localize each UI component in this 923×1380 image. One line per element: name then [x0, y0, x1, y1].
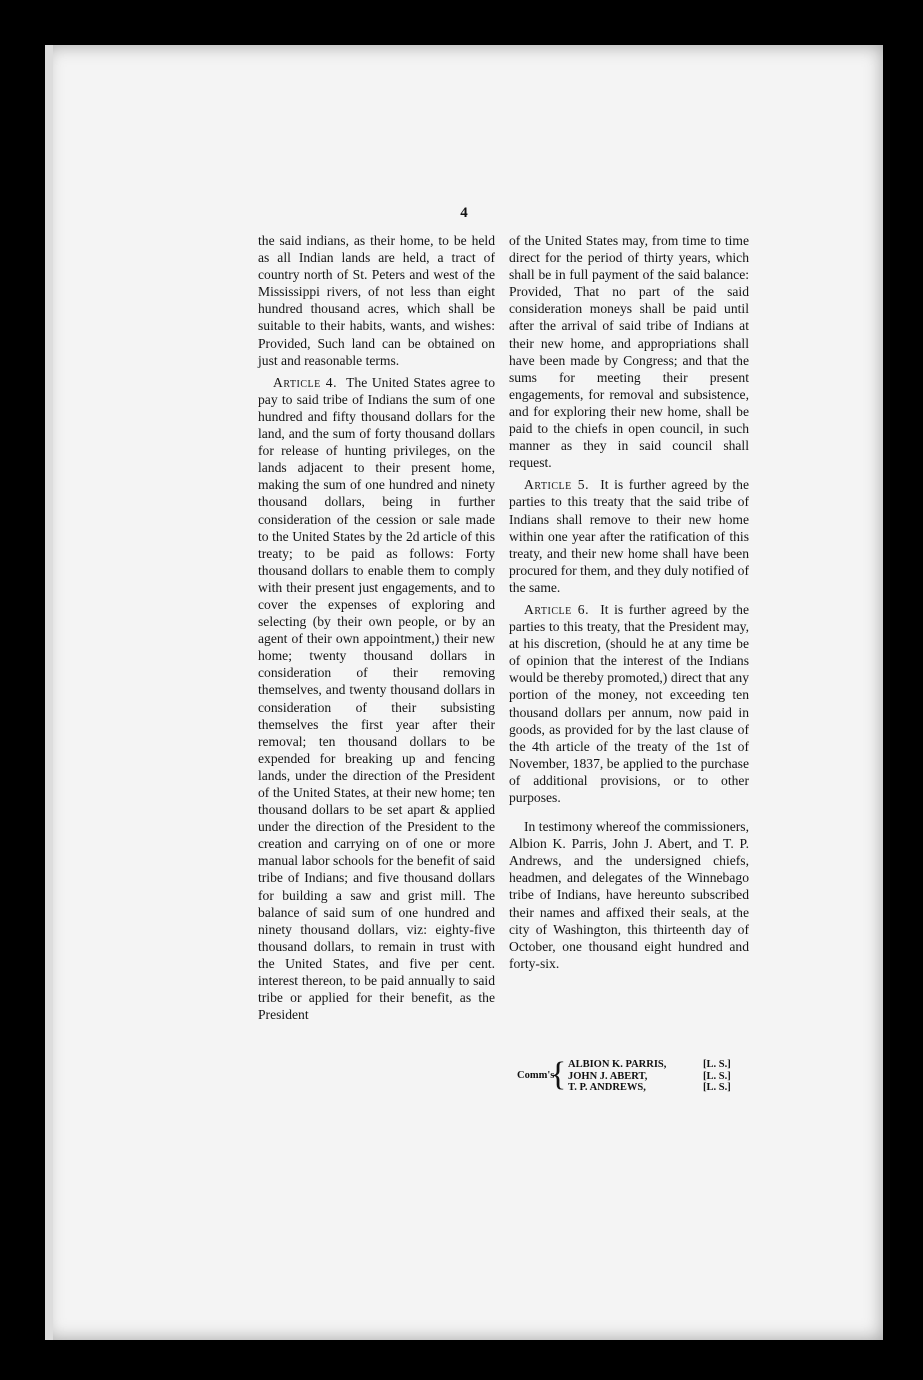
article-4-label: Article 4. — [273, 374, 337, 390]
signature-name: JOHN J. ABERT, — [568, 1070, 648, 1082]
page-edge — [45, 45, 53, 1340]
article-6-paragraph — [509, 601, 749, 806]
signature-name: ALBION K. PARRIS, — [568, 1059, 667, 1070]
signature-names — [568, 1059, 666, 1094]
document-page — [45, 45, 883, 1340]
article-5-paragraph — [509, 476, 749, 596]
seal-mark: [L. S.] — [703, 1082, 731, 1093]
right-paragraph-1: of the United States may, from time to time direct for the period of thirty years, which shall be in full payment of the said balance: Provided, That no part of the said consideration moneys shall be paid until after the arrival of said tribe of Indians at their new home, and appropriations shall have been made by Congress; and that the sums for meeting their present engagements, for removal and subsistence, and for exploring their new home, shall be paid to the chiefs in open council, in such manner as they in said council shall request. — [509, 233, 749, 471]
seal-mark: [L. S.] — [703, 1070, 731, 1082]
seal-mark: [L. S.] — [703, 1059, 731, 1070]
signature-name: T. P. ANDREWS, — [568, 1082, 646, 1093]
right-column — [509, 232, 749, 972]
article-4-paragraph — [258, 374, 495, 1024]
article-6-text: It is further agreed by the parties to this treaty, that the President may, at his discretion, (should he at any time be of opinion that the interest of the Indians would be thereby promoted,) direct that any portion of the money, not exceeding ten thousand dollars per annum, now paid in goods, as provided for by the last clause of the 4th article of the treaty of the 1st of November, 1837, be applied to the purchase of additional provisions, or to other purposes. — [509, 601, 749, 805]
brace-glyph: { — [550, 1056, 567, 1093]
article-5-label: Article 5. — [524, 477, 590, 493]
article-4-text: The United States agree to pay to said tribe of Indians the sum of one hundred and fifty thousand dollars for the land, and the sum of forty thousand dollars for release of hunting privileges, on the lands adjacent to their present home, making the sum of one hundred and ninety thousand dollars, being in further consideration of the cession or sale made to the United States by the 2d article of this treaty; to be paid as follows: Forty thousand dollars to enable them to comply with their present just engagements, and to cover the expenses of exploring and selecting (by their own people, or by an agent of their own appointment,) their new home; twenty thousand dollars in consideration of their removing themselves, and twenty thousand dollars in consideration of their subsisting themselves the first year after their removal; ten thousand dollars to be expended for breaking up and fencing lands, under the direction of the President of the United States, at their new home; ten thousand dollars to be set apart & applied under the direction of the President to the creation and carrying on of one or more manual labor schools for the benefit of said tribe of Indians; and five thousand dollars for building a saw and grist mill. The balance of said sum of one hundred and ninety thousand dollars, viz: eighty-five thousand dollars, to remain in trust with the United States, and five per cent. interest thereon, to be paid annually to said tribe or applied for their benefit, as the President — [258, 374, 495, 1023]
commissioners-label: Comm's — [517, 1070, 555, 1081]
article-6-label: Article 6. — [524, 601, 590, 617]
signature-seals — [703, 1059, 731, 1094]
left-column — [258, 232, 495, 1023]
left-paragraph-1: the said indians, as their home, to be held as all Indian lands are held, a tract of country north of St. Peters and west of the Mississippi rivers, of not less than eight hundred thousand acres, which shall be suitable to their habits, wants, and wishes: Provided, Such land can be obtained on just and reasonable terms. — [258, 233, 495, 368]
testimony-paragraph: In testimony whereof the commissioners, Albion K. Parris, John J. Abert, and T. P. Andrews, and the undersigned chiefs, headmen, and delegates of the Winnebago tribe of Indians, have hereunto subscribed their names and affixed their seals, at the city of Washington, this thirteenth day of October, one thousand eight hundred and forty-six. — [509, 819, 749, 971]
article-5-text: It is further agreed by the parties to this treaty that the said tribe of Indians shall remove to their new home within one year after the ratification of this treaty, and their new home shall have been procured for them, and they duly notified of the same. — [509, 477, 749, 595]
page-number: 4 — [460, 205, 468, 221]
